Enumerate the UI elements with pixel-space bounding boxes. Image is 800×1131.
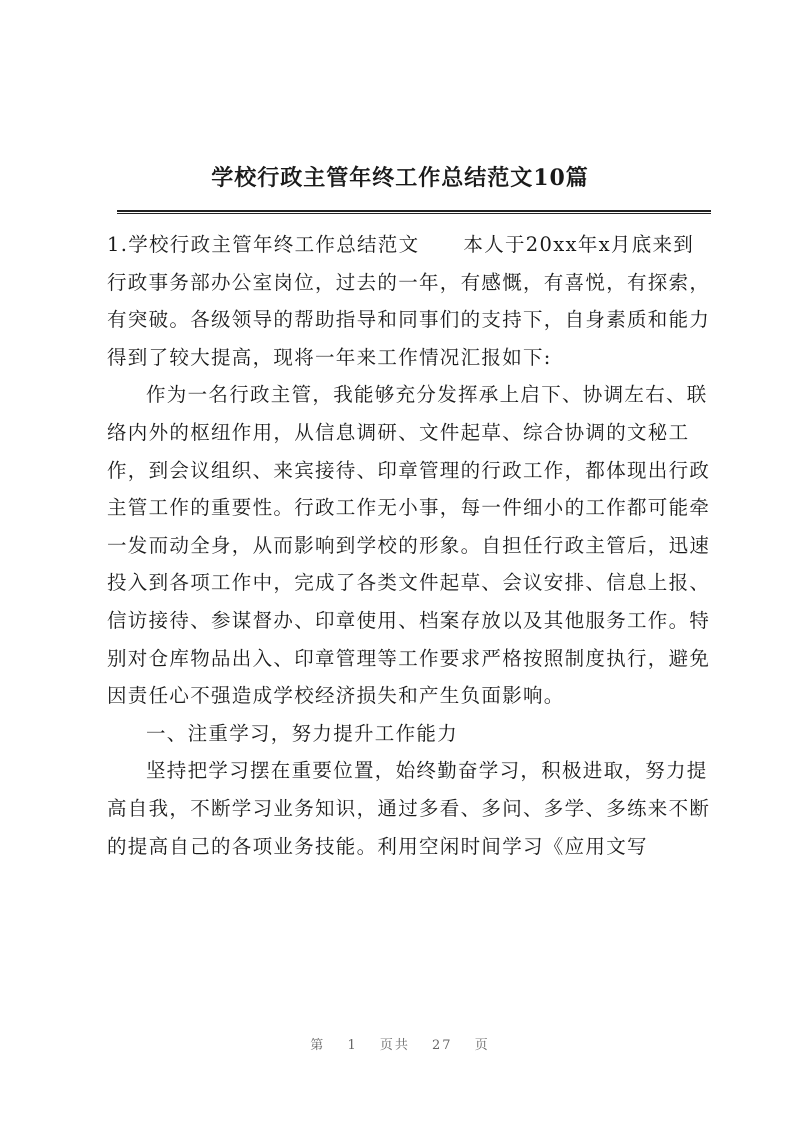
title-divider bbox=[117, 210, 711, 214]
document-title: 学校行政主管年终工作总结范文10篇 bbox=[211, 165, 589, 191]
footer-total-pages: 27 bbox=[432, 1038, 453, 1053]
document-body bbox=[107, 226, 713, 865]
page-footer bbox=[0, 1034, 800, 1053]
footer-label-of: 页共 bbox=[379, 1038, 410, 1053]
paragraph-study: 坚持把学习摆在重要位置，始终勤奋学习，积极进取，努力提高自我，不断学习业务知识，通过多看、多问、多学、多练来不断的提高自己的各项业务技能。利用空闲时间学习《应用文写 bbox=[107, 759, 711, 858]
paragraph-intro bbox=[107, 226, 713, 376]
footer-current-page: 1 bbox=[347, 1038, 358, 1053]
paragraph-duties: 作为一名行政主管，我能够充分发挥承上启下、协调左右、联络内外的枢纽作用，从信息调研、文件起草、综合协调的文秘工作，到会议组织、来宾接待、印章管理的行政工作，都体现出行政主管工作的重要性。行政工作无小事，每一件细小的工作都可能牵一发而动全身，从而影响到学校的形象。自担任行政主管后，迅速投入到各项工作中，完成了各类文件起草、会议安排、信息上报、信访接待、参谋督办、印章使用、档案存放以及其他服务工作。特别对仓库物品出入、印章管理等工作要求严格按照制度执行，避免因责任心不强造成学校经济损失和产生负面影响。 bbox=[107, 383, 711, 708]
intro-text: 本人于20xx年x月底来到行政事务部办公室岗位，过去的一年，有感慨，有喜悦，有探索，有突破。各级领导的帮助指导和同事们的支持下，自身素质和能力得到了较大提高，现将一年来工作情况汇报如下: bbox=[107, 233, 711, 369]
section-lead: 1.学校行政主管年终工作总结范文 bbox=[107, 233, 420, 256]
section-heading: 一、注重学习，努力提升工作能力 bbox=[146, 721, 459, 745]
footer-label-page: 第 bbox=[310, 1038, 326, 1053]
footer-label-pages: 页 bbox=[474, 1038, 490, 1053]
